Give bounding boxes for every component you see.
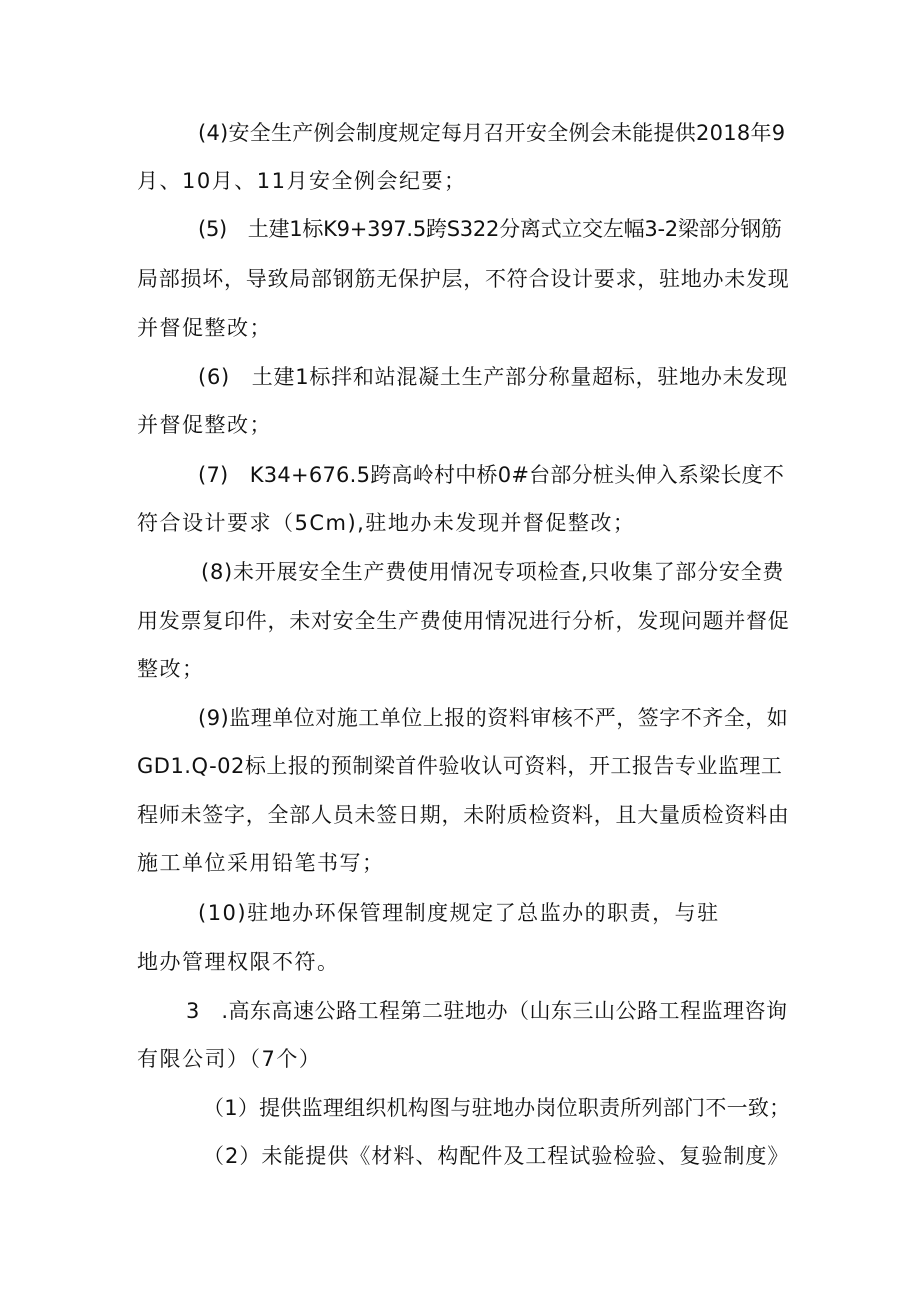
text-line: 整改； (137, 657, 205, 681)
text-line: (4)安全生产例会制度规定每月召开安全例会未能提供2018年9 (198, 121, 786, 145)
text-line: (5) 土建1标K9+397.5跨S322分离式立交左幅3-2梁部分钢筋 (198, 217, 782, 241)
text-line: 3 .高东高速公路工程第二驻地办（山东三山公路工程监理咨询 (186, 999, 788, 1023)
text-line: 施工单位采用铅笔书写； (137, 851, 385, 875)
text-line: (6) 土建1标拌和站混凝土生产部分称量超标，驻地办未发现 (198, 365, 788, 389)
text-line: 地办管理权限不符。 (137, 950, 340, 974)
text-line: GD1.Q-02标上报的预制梁首件验收认可资料，开工报告专业监理工 (137, 754, 783, 778)
text-line: (9)监理单位对施工单位上报的资料审核不严，签字不齐全，如 (198, 706, 789, 730)
text-line: 有限公司）（7个） (137, 1047, 322, 1071)
text-line: 局部损坏，导致局部钢筋无保护层，不符合设计要求，驻地办未发现 (137, 267, 790, 291)
text-line: (10)驻地办环保管理制度规定了总监办的职责，与驻 (198, 901, 720, 925)
text-line: (8)未开展安全生产费使用情况专项检查,只收集了部分安全费 (201, 560, 785, 584)
text-line: 月、10月、11月安全例会纪要； (137, 169, 467, 193)
text-line: 并督促整改； (137, 316, 272, 340)
text-line: （1）提供监理组织机构图与驻地办岗位职责所列部门不一致； (203, 1096, 791, 1120)
text-line: 符合设计要求（5Cm),驻地办未发现并督促整改； (137, 511, 636, 535)
text-line: 并督促整改； (137, 413, 272, 437)
text-line: 程师未签字，全部人员未签日期，未附质检资料，且大量质检资料由 (137, 803, 790, 827)
text-line: （2）未能提供《材料、构配件及工程试验检验、复验制度》 (203, 1144, 790, 1168)
text-line: (7) K34+676.5跨高岭村中桥0#台部分桩头伸入系梁长度不 (198, 463, 785, 487)
text-line: 用发票复印件，未对安全生产费使用情况进行分析，发现问题并督促 (137, 609, 790, 633)
